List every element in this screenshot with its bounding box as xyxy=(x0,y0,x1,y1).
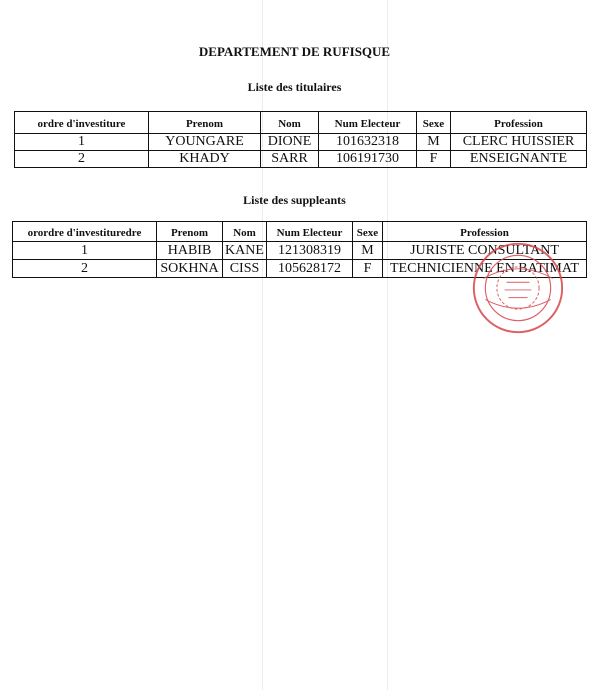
table-cell: YOUNGARE xyxy=(149,134,261,151)
table-header-row xyxy=(15,112,587,134)
table-cell: 2 xyxy=(13,260,157,278)
column-header: Sexe xyxy=(417,112,451,134)
stamp-outer-ring xyxy=(474,244,562,332)
column-header: Profession xyxy=(383,222,587,242)
table-row xyxy=(15,151,587,168)
table-cell: SOKHNA xyxy=(157,260,223,278)
table-cell: 1 xyxy=(13,242,157,260)
table-cell: M xyxy=(353,242,383,260)
stamp-center-ring xyxy=(497,267,539,309)
table-cell: 106191730 xyxy=(319,151,417,168)
table-cell: 105628172 xyxy=(267,260,353,278)
table-cell: F xyxy=(417,151,451,168)
table-cell: 2 xyxy=(15,151,149,168)
column-header: Sexe xyxy=(353,222,383,242)
table-cell: KHADY xyxy=(149,151,261,168)
page-fold-line xyxy=(262,0,263,690)
column-header: ordre d'investiture xyxy=(15,112,149,134)
official-stamp xyxy=(470,240,566,336)
table-cell: SARR xyxy=(261,151,319,168)
suppleants-heading: Liste des suppleants xyxy=(243,193,346,207)
stamp-inner-ring xyxy=(485,255,550,320)
column-header: orordre d'investituredre xyxy=(13,222,157,242)
column-header: Num Electeur xyxy=(319,112,417,134)
table-cell: JURISTE CONSULTANT xyxy=(383,242,587,260)
table-cell: CISS xyxy=(223,260,267,278)
stamp-texture xyxy=(483,269,552,308)
table-cell: 1 xyxy=(15,134,149,151)
column-header: Profession xyxy=(451,112,587,134)
table-row xyxy=(15,134,587,151)
column-header: Prenom xyxy=(157,222,223,242)
titulaires-table xyxy=(14,111,587,168)
table-cell: CLERC HUISSIER xyxy=(451,134,587,151)
table-cell: HABIB xyxy=(157,242,223,260)
table-cell: F xyxy=(353,260,383,278)
column-header: Nom xyxy=(223,222,267,242)
document-title: DEPARTEMENT DE RUFISQUE xyxy=(198,44,391,59)
titulaires-heading: Liste des titulaires xyxy=(247,80,342,94)
table-header-row xyxy=(13,222,587,242)
table-cell: 101632318 xyxy=(319,134,417,151)
column-header: Nom xyxy=(261,112,319,134)
table-cell: 121308319 xyxy=(267,242,353,260)
column-header: Prenom xyxy=(149,112,261,134)
column-header: Num Electeur xyxy=(267,222,353,242)
table-cell: DIONE xyxy=(261,134,319,151)
page-fold-line xyxy=(387,0,388,690)
table-cell: TECHNICIENNE EN BATIMAT xyxy=(383,260,587,278)
table-cell: M xyxy=(417,134,451,151)
table-cell: KANE xyxy=(223,242,267,260)
table-cell: ENSEIGNANTE xyxy=(451,151,587,168)
